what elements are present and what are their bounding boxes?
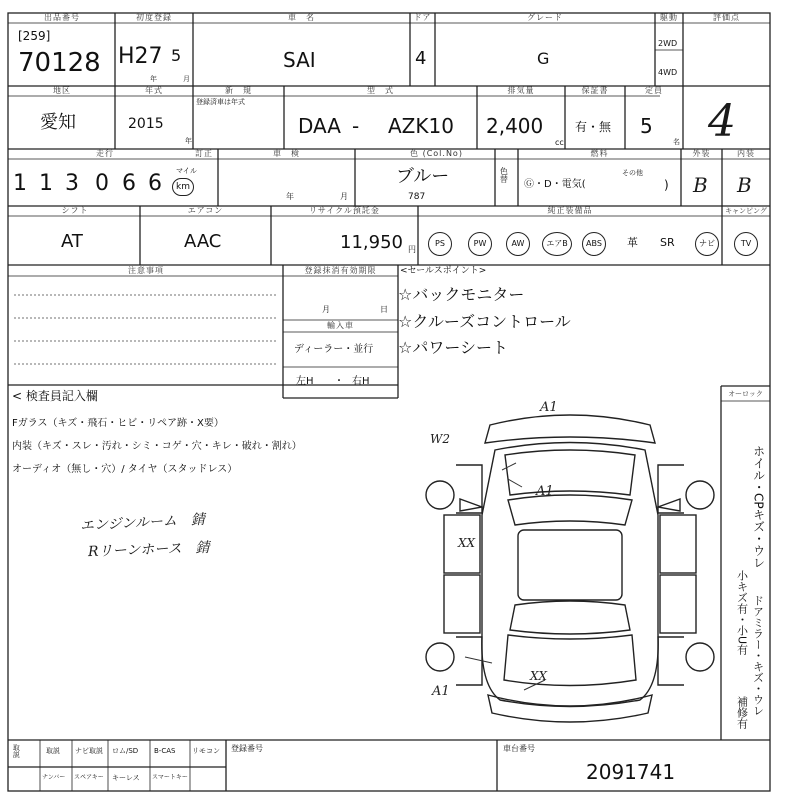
model-dash: - [352, 114, 360, 138]
capacity-value: 5 [640, 114, 653, 138]
header-car-name: 車 名 [288, 13, 315, 22]
aircon-value: AAC [184, 231, 222, 252]
import-dot: ・ [334, 376, 344, 387]
header-fuel: 燃料 [590, 149, 609, 158]
car-damage-diagram [420, 395, 720, 735]
score-value: 4 [708, 96, 736, 147]
color-name: ブルー [396, 166, 450, 187]
side-text-repair: 補修有 [735, 696, 749, 729]
header-odo-lock: オーロック [728, 390, 763, 398]
mileage-unit-mile: マイル [176, 167, 197, 175]
model-year: 2015 [128, 116, 164, 132]
mileage-unit-km: km [172, 178, 194, 196]
header-score: 評価点 [713, 13, 740, 22]
header-inspector: < 検査員記入欄 [12, 389, 98, 403]
header-region: 地区 [53, 86, 71, 95]
mileage-digit: 6 [148, 171, 162, 196]
exterior-grade: B [693, 173, 708, 197]
bottom-item: ナンバー [42, 774, 66, 781]
bottom-item: スマートキー [152, 774, 188, 781]
header-inspection: 車 検 [273, 149, 300, 158]
header-interior: 内装 [737, 149, 755, 158]
handwritten-note-engine: エンジンルーム 錆 [79, 511, 206, 535]
displacement-unit: cc [555, 138, 564, 147]
damage-mark: A1 [536, 484, 554, 499]
first-reg-era-year: H27 [118, 44, 163, 69]
color-code: 787 [408, 192, 426, 202]
doors-value: 4 [415, 48, 427, 69]
bottom-item: リモコン [192, 747, 220, 755]
side-text-wheel: ホイル・CPキズ・ウレ [751, 445, 766, 569]
header-mileage-note: 訂正 [195, 149, 213, 158]
reg-expiry-day: 日 [380, 305, 388, 314]
equip-tv: TV [734, 232, 758, 256]
inspection-year: 年 [286, 192, 294, 201]
damage-mark: A1 [540, 400, 558, 415]
header-doors: ドア [413, 13, 432, 22]
header-docs: 取説 [12, 744, 21, 758]
mileage-digit: 3 [65, 171, 79, 196]
new-reg-note: 登録済車は年式 [196, 98, 245, 106]
header-aircon: エアコン [187, 206, 224, 215]
import-right: 右H [352, 376, 370, 387]
warranty-value: 有・無 [575, 120, 612, 134]
lot-number: 70128 [18, 48, 101, 78]
capacity-unit: 名 [673, 138, 680, 146]
header-shift: シフト [61, 206, 89, 215]
equip-sunroof: SR [660, 236, 675, 249]
equip-airbag: エアB [542, 232, 572, 256]
frame-no-label: 車台番号 [503, 744, 535, 753]
drive-4wd: 4WD [658, 68, 678, 77]
header-notes: 注意事項 [128, 266, 164, 275]
header-recycle: リサイクル預託金 [309, 206, 380, 215]
bottom-item: B-CAS [154, 747, 176, 755]
mileage-digit: 1 [39, 171, 53, 196]
reg-expiry-month: 月 [322, 305, 330, 314]
bottom-item: キーレス [112, 774, 140, 782]
header-drive: 駆動 [660, 13, 678, 22]
inspector-line-audio: オーディオ（無し・穴）/ タイヤ（スタッドレス） [12, 464, 238, 475]
grade-value: G [537, 49, 550, 68]
region-value: 愛知 [40, 112, 76, 133]
equip-abs: ABS [582, 232, 606, 256]
import-left: 左H [296, 376, 314, 387]
inspection-month: 月 [340, 192, 348, 201]
model-prefix: DAA [298, 114, 341, 138]
handwritten-note-hose: Rリーンホース 錆 [87, 539, 210, 561]
damage-mark: A1 [432, 684, 450, 699]
equip-navi: ナビ [695, 232, 719, 256]
shift-value: AT [61, 231, 83, 252]
drive-2wd: 2WD [658, 39, 678, 48]
sales-point: ☆バックモニター [398, 285, 525, 304]
sales-point: ☆パワーシート [398, 338, 509, 357]
bottom-item: スペアキー [74, 774, 104, 781]
car-name: SAI [283, 48, 316, 72]
equip-ps: PS [428, 232, 452, 256]
first-reg-year-suffix: 年 [150, 75, 157, 83]
header-year: 年式 [145, 86, 163, 95]
reg-no-label: 登録番号 [231, 744, 263, 753]
inspector-line-interior: 内装（キズ・スレ・汚れ・シミ・コゲ・穴・キレ・破れ・割れ） [12, 441, 302, 452]
bottom-item: ロム/SD [112, 747, 139, 755]
header-import: 輸入車 [327, 321, 354, 330]
equip-pw: PW [468, 232, 492, 256]
mileage-digit: 0 [95, 171, 109, 196]
side-text-door-mirror: ドアミラー・キズ・ウレ [751, 595, 765, 716]
color-change-label: 色替 [499, 167, 509, 183]
fuel-close: ) [664, 178, 669, 192]
header-grade: グレード [527, 13, 563, 22]
header-capacity: 定員 [645, 86, 663, 95]
inspector-line-glass: Fガラス（キズ・飛石・ヒビ・リペア跡・X要） [12, 418, 224, 429]
mileage-digit: 1 [13, 171, 27, 196]
lot-bracket: [259] [18, 29, 51, 43]
bottom-item: 取説 [46, 747, 60, 755]
recycle-value: 11,950 [340, 232, 403, 253]
damage-mark: XX [458, 536, 476, 550]
header-exterior: 外装 [692, 149, 711, 158]
fuel-options: Ⓖ・D・電気( [524, 179, 586, 190]
header-new-reg: 新 規 [225, 86, 252, 95]
header-first-reg: 初度登録 [136, 13, 172, 22]
side-text-small-scratch: 小キズ有・小U有 [735, 570, 749, 656]
header-reg-expiry: 登録抹消有効期限 [304, 266, 377, 275]
header-displacement: 排気量 [507, 86, 535, 95]
mileage-digit: 6 [122, 171, 136, 196]
header-mileage: 走行 [96, 149, 114, 158]
header-color: 色 (Col.No) [410, 149, 463, 158]
first-reg-month-suffix: 月 [183, 75, 190, 83]
first-reg-month: 5 [171, 46, 182, 65]
header-equipment: 純正装備品 [547, 206, 593, 215]
model-year-unit: 年 [185, 137, 192, 145]
header-lot-no: 出品番号 [44, 13, 80, 22]
fuel-other-label: その他 [622, 169, 643, 177]
damage-mark: W2 [430, 432, 450, 446]
damage-mark: XX [530, 669, 548, 683]
bottom-item: ナビ取説 [75, 747, 103, 755]
header-model: 型 式 [367, 86, 394, 95]
header-warranty: 保証書 [581, 86, 609, 95]
equip-aw: AW [506, 232, 530, 256]
import-dealer: ディーラー・並行 [294, 344, 374, 355]
sales-point: ☆クルーズコントロール [398, 312, 571, 331]
displacement-value: 2,400 [486, 114, 544, 138]
equip-leather: 革 [627, 236, 638, 249]
model-code: AZK10 [388, 114, 454, 138]
frame-no-value: 2091741 [586, 760, 676, 784]
header-camping: キャンピング [725, 207, 767, 215]
recycle-unit: 円 [408, 245, 416, 254]
header-sales-points: <セールスポイント> [400, 266, 487, 276]
interior-grade: B [737, 173, 752, 197]
